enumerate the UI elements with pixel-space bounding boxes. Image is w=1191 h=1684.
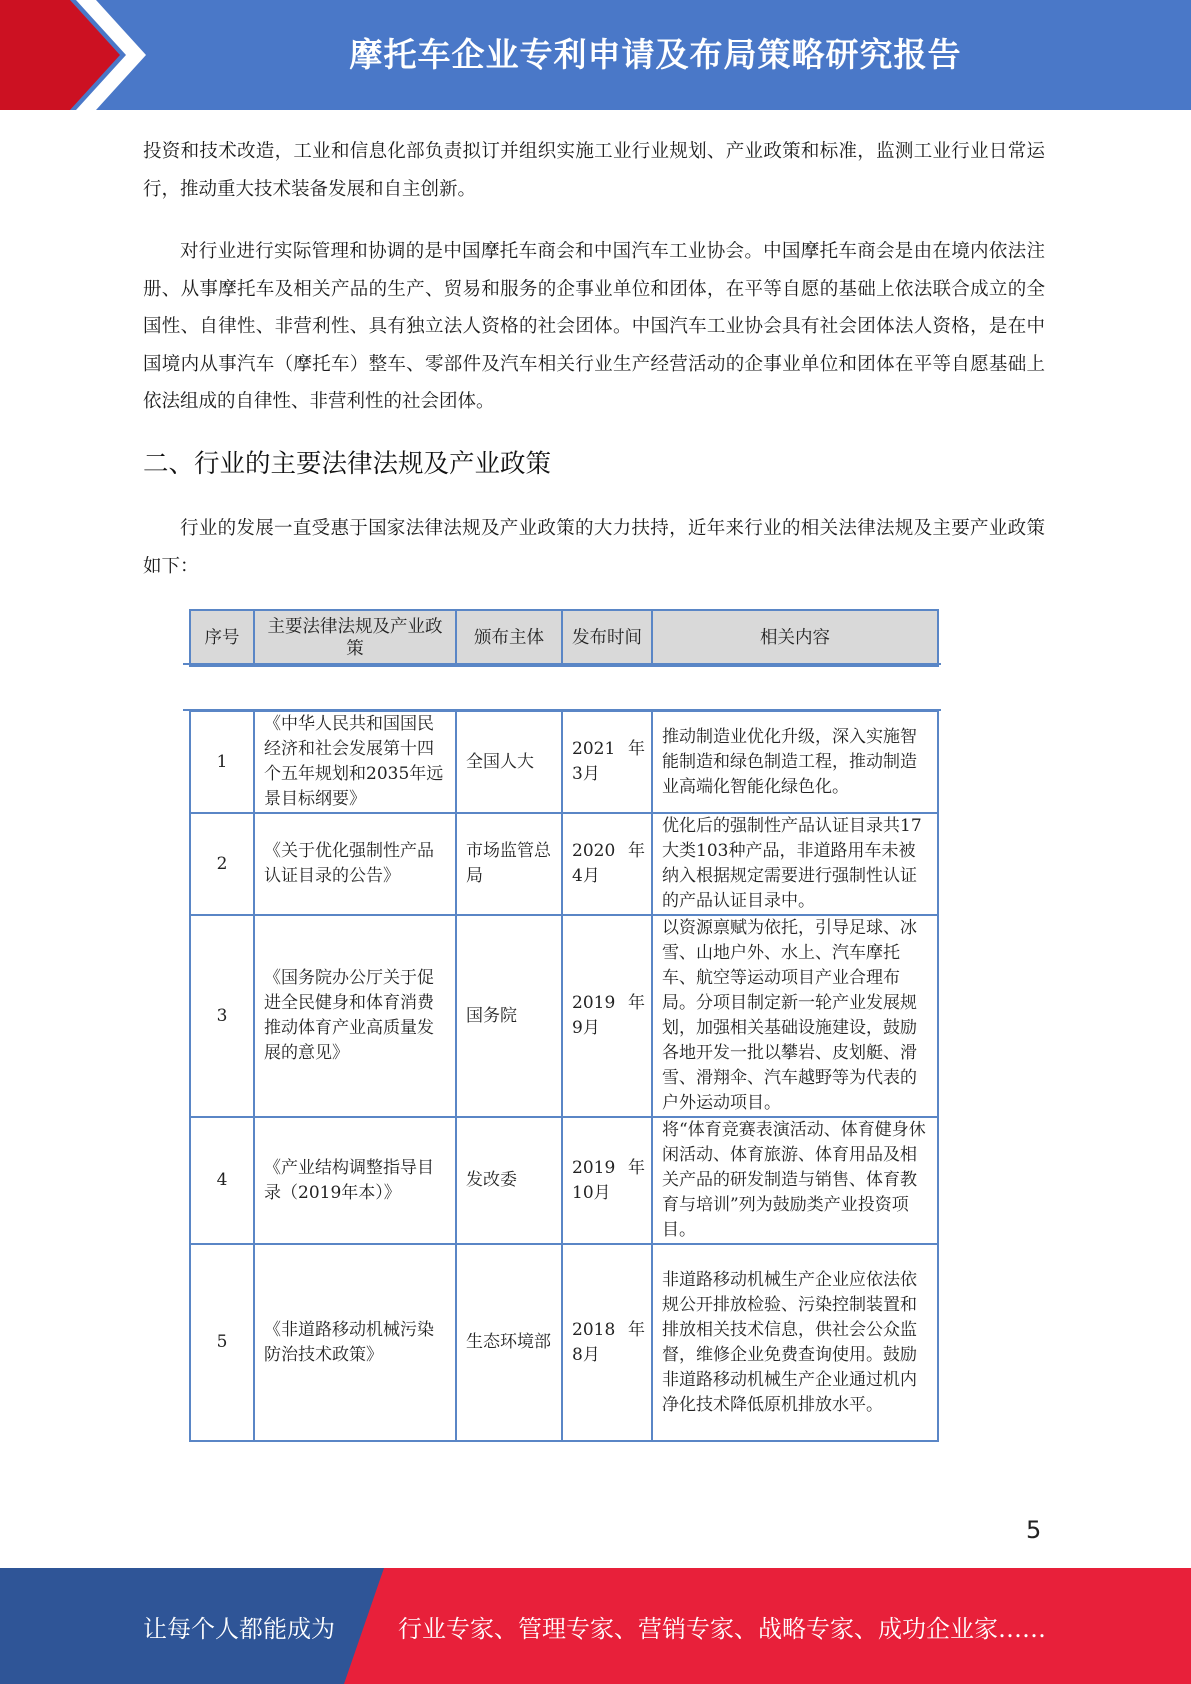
row-content: 非道路移动机械生产企业应依法依规公开排放检验、污染控制装置和排放相关技术信息，供社会公众监督，维修企业免费查询使用。鼓励非道路移动机械生产企业通过机内净化技术降低原机排放水平。: [652, 1244, 938, 1441]
header-band: [0, 0, 1191, 110]
footer-slogan-right: 行业专家、管理专家、营销专家、战略专家、成功企业家……: [398, 1614, 1046, 1643]
row-issuer: 市场监管总局: [456, 813, 562, 915]
row-number: 3: [190, 915, 254, 1117]
footer-band: [0, 1568, 1191, 1684]
col-header-content: 相关内容: [652, 610, 938, 666]
col-header-date: 发布时间: [562, 610, 652, 666]
policy-table: [189, 710, 939, 1442]
row-issuer: 国务院: [456, 915, 562, 1117]
table-row: [190, 813, 938, 915]
paragraph-1: 投资和技术改造，工业和信息化部负责拟订并组织实施工业行业规划、产业政策和标准，监测工业行业日常运行，推动重大技术装备发展和自主创新。: [143, 141, 1045, 200]
row-number: 2: [190, 813, 254, 915]
section-heading: 二、行业的主要法律法规及产业政策: [143, 449, 552, 479]
report-title: 摩托车企业专利申请及布局策略研究报告: [349, 34, 962, 74]
row-content: 优化后的强制性产品认证目录共17大类103种产品，非道路用车未被纳入根据规定需要进行强制性认证的产品认证目录中。: [652, 813, 938, 915]
page-number: 5: [1026, 1516, 1042, 1544]
col-header-number: 序号: [190, 610, 254, 666]
row-date: 2020 年 4月: [562, 813, 652, 915]
intro-paragraph: 行业的发展一直受惠于国家法律法规及产业政策的大力扶持，近年来行业的相关法律法规及主要产业政策如下：: [143, 518, 1045, 577]
row-issuer: 全国人大: [456, 711, 562, 813]
footer-slogan-left: 让每个人都能成为: [143, 1614, 335, 1643]
row-date: 2018 年 8月: [562, 1244, 652, 1441]
table-row: [190, 915, 938, 1117]
table-row: [190, 711, 938, 813]
row-date: 2021 年 3月: [562, 711, 652, 813]
table-row: [190, 1244, 938, 1441]
col-header-policy: 主要法律法规及产业政策: [254, 610, 456, 666]
row-date: 2019 年 9月: [562, 915, 652, 1117]
row-date: 2019 年 10月: [562, 1117, 652, 1244]
row-policy-name: 《关于优化强制性产品认证目录的公告》: [254, 813, 456, 915]
row-number: 4: [190, 1117, 254, 1244]
row-content: 将“体育竞赛表演活动、体育健身休闲活动、体育旅游、体育用品及相关产品的研发制造与销售、体育教育与培训”列为鼓励类产业投资项目。: [652, 1117, 938, 1244]
row-policy-name: 《非道路移动机械污染防治技术政策》: [254, 1244, 456, 1441]
policy-table-header: [189, 609, 939, 667]
row-content: 推动制造业优化升级，深入实施智能制造和绿色制造工程，推动制造业高端化智能化绿色化。: [652, 711, 938, 813]
row-policy-name: 《中华人民共和国国民经济和社会发展第十四个五年规划和2035年远景目标纲要》: [254, 711, 456, 813]
row-number: 1: [190, 711, 254, 813]
table-header-underline: [183, 663, 941, 665]
row-issuer: 发改委: [456, 1117, 562, 1244]
table-row: [190, 1117, 938, 1244]
paragraph-2: 对行业进行实际管理和协调的是中国摩托车商会和中国汽车工业协会。中国摩托车商会是由在境内依法注册、从事摩托车及相关产品的生产、贸易和服务的企事业单位和团体，在平等自愿的基础上依法联合成立的全国性、自律性、非营利性、具有独立法人资格的社会团体。中国汽车工业协会具有社会团体法人资格，是在中国境内从事汽车（摩托车）整车、零部件及汽车相关行业生产经营活动的企事业单位和团体在平等自愿基础上依法组成的自律性、非营利性的社会团体。: [143, 241, 1045, 412]
row-policy-name: 《国务院办公厅关于促进全民健身和体育消费推动体育产业高质量发展的意见》: [254, 915, 456, 1117]
row-policy-name: 《产业结构调整指导目录（2019年本）》: [254, 1117, 456, 1244]
row-issuer: 生态环境部: [456, 1244, 562, 1441]
col-header-issuer: 颁布主体: [456, 610, 562, 666]
row-number: 5: [190, 1244, 254, 1441]
row-content: 以资源禀赋为依托，引导足球、冰雪、山地户外、水上、汽车摩托车、航空等运动项目产业合理布局。分项目制定新一轮产业发展规划，加强相关基础设施建设，鼓励各地开发一批以攀岩、皮划艇、滑雪、滑翔伞、汽车越野等为代表的户外运动项目。: [652, 915, 938, 1117]
header-arrow-decoration: [0, 0, 160, 110]
